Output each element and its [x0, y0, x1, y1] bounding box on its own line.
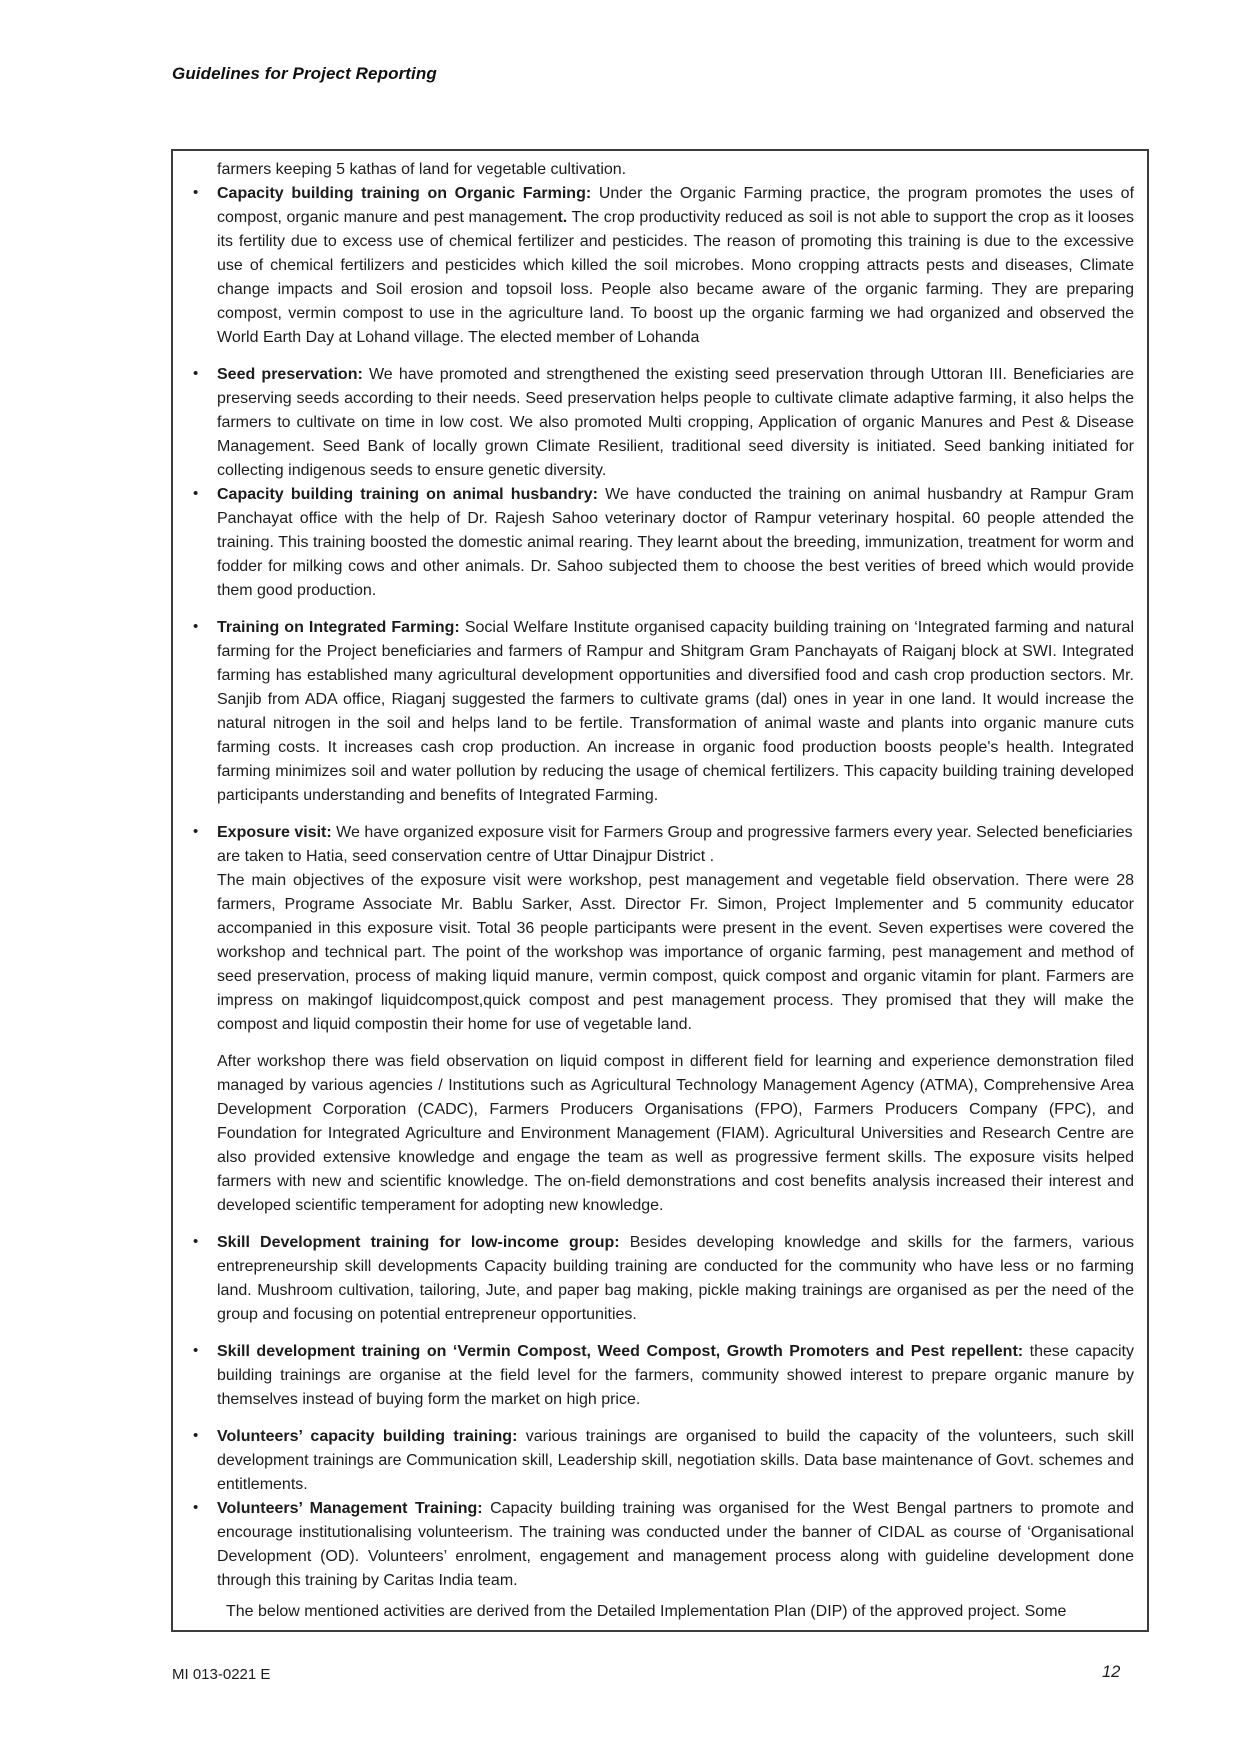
- item-text: The crop productivity reduced as soil is not able to support the crop as it looses its fertility due to excess use of chemical fertilizer and pesticides. The reason of promoting this training is due to the excessive use of chemical fertilizers and pesticides which killed the soil microbes. Mono cropping attracts pests and diseases, Climate change impacts and Soil erosion and topsoil loss. People also became aware of the organic farming. They are preparing compost, vermin compost to use in the agriculture land. To boost up the organic farming we had organized and observed the World Earth Day at Lohand village. The elected member of Lohanda: [217, 209, 1135, 346]
- item-text: After workshop there was field observation on liquid compost in different field for learning and experience demonstration filed managed by various agencies / Institutions such as Agricultural Technology Management Agency (ATMA), Comprehensive Area Development Corporation (CADC), Farmers Producers Organisations (FPO), Farmers Producers Company (FPC), and Foundation for Integrated Agriculture and Environment Management (FIAM). Agricultural Universities and Research Centre are also provided extensive knowledge and engage the team as well as progressive ferment skills. The exposure visits helped farmers with new and scientific knowledge. The on-field demonstrations and cost benefits analysis increased their interest and developed scientific temperament for adopting new knowledge.: [217, 1053, 1134, 1214]
- item-text: Skill development training on ‘Vermin Compost, Weed Compost, Growth Promoters and Pest repellent:: [217, 1343, 1030, 1360]
- item-text: Capacity building training on Organic Farming:: [217, 185, 599, 202]
- bullet-item: [183, 821, 1134, 869]
- bullet-icon: •: [193, 1342, 199, 1359]
- report-content-box: [171, 149, 1149, 1632]
- footer-document-code: MI 013-0221 E: [172, 1666, 271, 1683]
- bullet-item: [183, 1497, 1134, 1593]
- bullet-icon: •: [193, 1233, 199, 1250]
- item-text: We have promoted and strengthened the existing seed preservation through Uttoran III. Beneficiaries are preserving seeds according to their needs. Seed preservation helps people to cultivate climate adaptive farming, it also helps the farmers to cultivate on time in low cost. We also promoted Multi cropping, Application of organic Manures and Pest & Disease Management. Seed Bank of locally grown Climate Resilient, traditional seed diversity is initiated. Seed banking initiated for collecting indigenous seeds to ensure genetic diversity.: [217, 366, 1134, 479]
- bullet-item: [183, 483, 1134, 603]
- item-text: Exposure visit:: [217, 824, 337, 841]
- bullet-icon: •: [193, 184, 199, 201]
- item-text: Besides developing knowledge and skills for the farmers, various entrepreneurship skill developments Capacity building training are conducted for the community who have less or no farming land. Mushroom cultivation, tailoring, Jute, and paper bag making, pickle making trainings are organised as per the need of the group and focusing on potential entrepreneur opportunities.: [217, 1234, 1135, 1323]
- bullet-item: [183, 363, 1134, 483]
- item-text: Social Welfare Institute organised capacity building training on ‘Integrated farming and natural farming for the Project beneficiaries and farmers of Rampur and Shitgram Gram Panchayats of Raiganj block at SWI. Integrated farming has established many agricultural development opportunities and diversified food and cash crop production sectors. Mr. Sanjib from ADA office, Riaganj suggested the farmers to cultivate grams (dal) ones in year in one land. It would increase the natural nitrogen in the soil and helps land to be fertile. Transformation of animal waste and plants into organic manure cuts farming costs. It increases cash crop production. An increase in organic food production boosts people's health. Integrated farming minimizes soil and water pollution by reducing the usage of chemical fertilizers. This capacity building training developed participants understanding and benefits of Integrated Farming.: [217, 619, 1135, 804]
- paragraph: [183, 1050, 1134, 1218]
- bullet-icon: •: [193, 1427, 199, 1444]
- bullet-icon: •: [193, 1499, 199, 1516]
- paragraph: [183, 1600, 1134, 1624]
- item-text: Volunteers’ capacity building training:: [217, 1428, 526, 1445]
- item-text: We have organized exposure visit for Farmers Group and progressive farmers every year. Selected beneficiaries are taken to Hatia, seed conservation centre of Uttar Dinajpur District .: [217, 824, 1133, 865]
- item-text: farmers keeping 5 kathas of land for vegetable cultivation.: [217, 161, 627, 178]
- item-text: The main objectives of the exposure visit were workshop, pest management and vegetable field observation. There were 28 farmers, Programe Associate Mr. Bablu Sarker, Asst. Director Fr. Simon, Project Implementer and 5 community educator accompanied in this exposure visit. Total 36 people participants were present in the event. Seven expertises were covered the workshop and technical part. The point of the workshop was importance of organic farming, pest management and method of seed preservation, process of making liquid manure, vermin compost, quick compost and organic vitamin for plant. Farmers are impress on makingof liquidcompost,quick compost and pest management process. They promised that they will make the compost and liquid compostin their home for use of vegetable land.: [217, 872, 1134, 1033]
- bullet-item: [183, 616, 1134, 808]
- bullet-item: [183, 182, 1134, 350]
- bullet-icon: •: [193, 618, 199, 635]
- bullet-icon: •: [193, 823, 199, 840]
- bullet-icon: •: [193, 485, 199, 502]
- bullet-icon: •: [193, 365, 199, 382]
- item-text: Skill Development training for low-income group:: [217, 1234, 630, 1251]
- item-text: Volunteers’ Management Training:: [217, 1500, 491, 1517]
- item-text: Training on Integrated Farming:: [217, 619, 465, 636]
- bullet-item: [183, 1340, 1134, 1412]
- item-text: Capacity building training on animal husbandry:: [217, 486, 606, 503]
- item-text: Seed preservation:: [217, 366, 369, 383]
- item-text: Under the Organic Farming practice, the program promotes the uses of compost, organic manure and pest managemen: [217, 185, 1135, 226]
- page-title: Guidelines for Project Reporting: [172, 64, 437, 83]
- item-text: these capacity building trainings are organise at the field level for the farmers, community showed interest to prepare organic manure by themselves instead of buying form the market on high price.: [217, 1343, 1135, 1408]
- item-text: Capacity building training was organised for the West Bengal partners to promote and encourage institutionalising volunteerism. The training was conducted under the banner of CIDAL as course of ‘Organisational Development (OD). Volunteers’ enrolment, engagement and management process along with guideline development done through this training by Caritas India team.: [217, 1500, 1135, 1589]
- item-text: The below mentioned activities are derived from the Detailed Implementation Plan (DIP) of the approved project. Some: [226, 1603, 1067, 1620]
- item-text: t.: [557, 209, 568, 226]
- paragraph: [183, 869, 1134, 1037]
- bullet-item: [183, 1231, 1134, 1327]
- paragraph: [183, 158, 1134, 182]
- item-text: We have conducted the training on animal husbandry at Rampur Gram Panchayat office with the help of Dr. Rajesh Sahoo veterinary doctor of Rampur veterinary hospital. 60 people attended the training. This training boosted the domestic animal rearing. They learnt about the breeding, immunization, treatment for worm and fodder for milking cows and other animals. Dr. Sahoo subjected them to choose the best verities of breed which would provide them good production.: [217, 486, 1134, 599]
- bullet-item: [183, 1425, 1134, 1497]
- footer-page-number: 12: [1102, 1663, 1121, 1681]
- item-text: various trainings are organised to build the capacity of the volunteers, such skill development trainings are Communication skill, Leadership skill, negotiation skills. Data base maintenance of Govt. schemes and entitlements.: [217, 1428, 1134, 1493]
